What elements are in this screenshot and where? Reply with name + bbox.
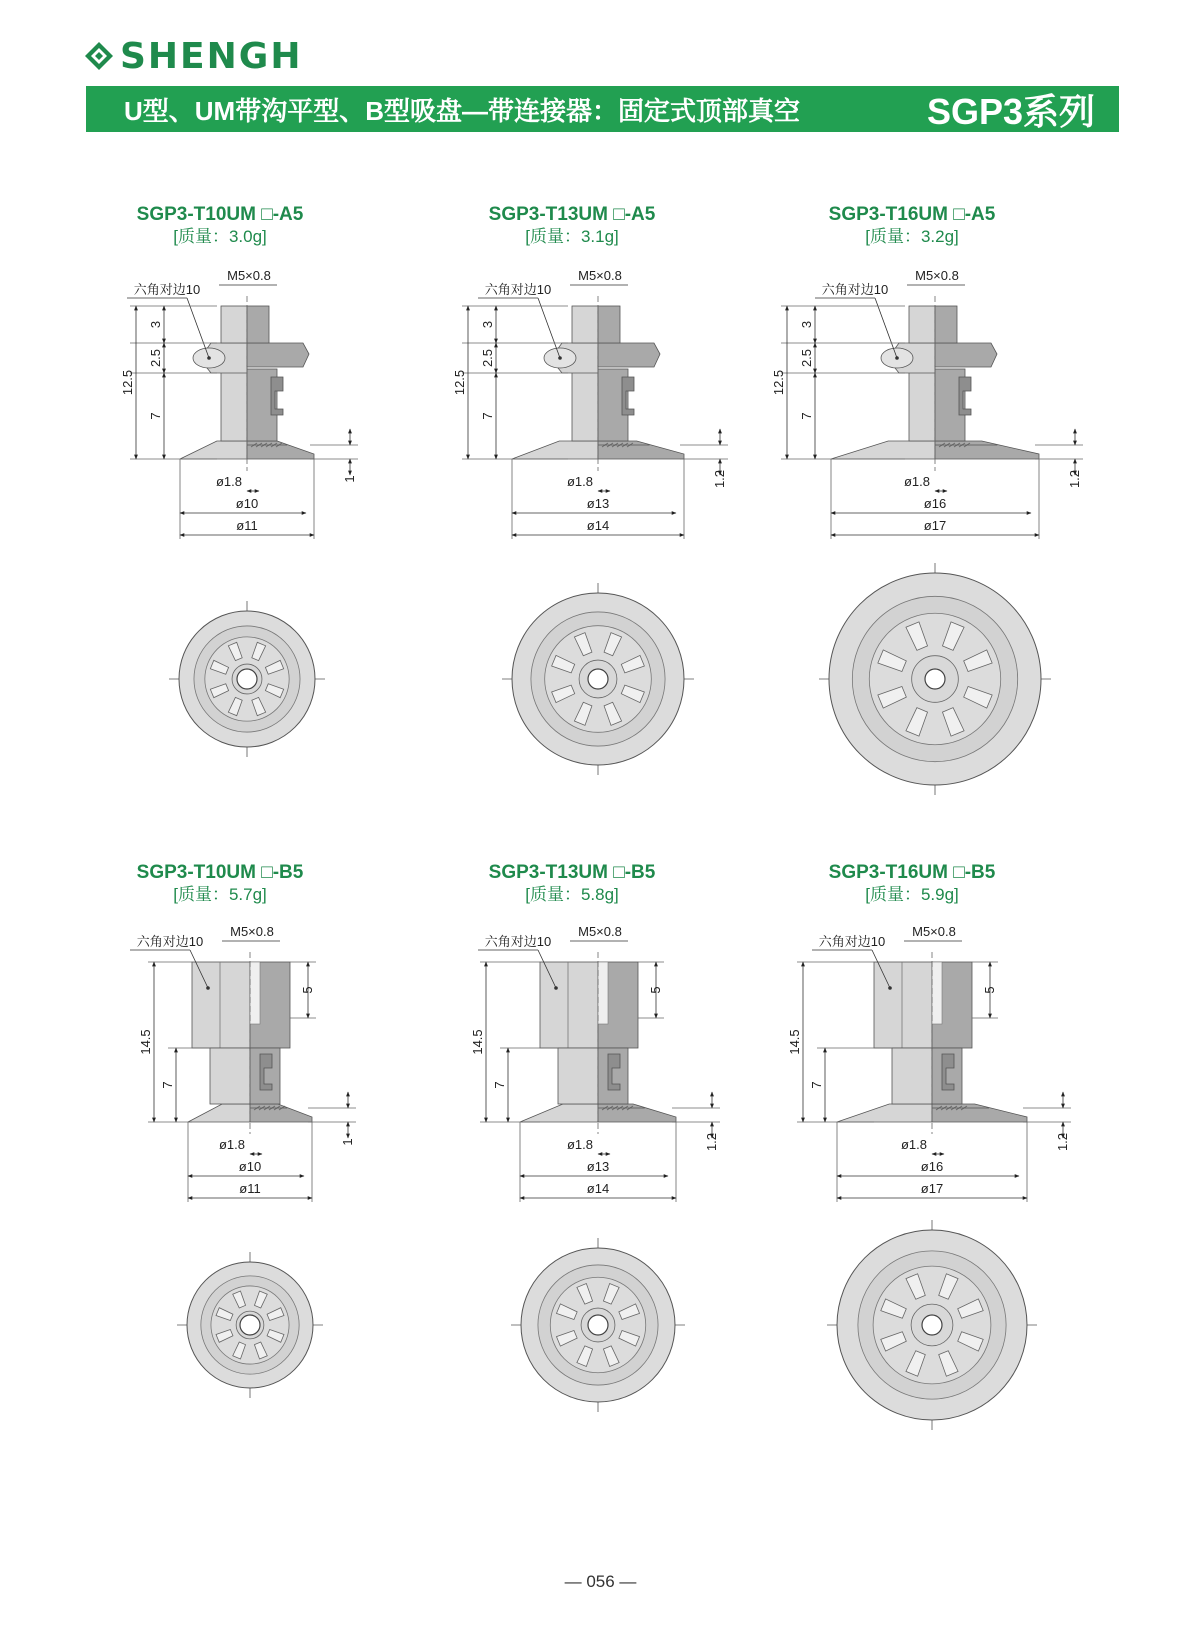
outer-diameter: ø11 — [239, 1181, 261, 1196]
hex-label: 六角对边10 — [133, 282, 201, 297]
outer-diameter: ø14 — [586, 518, 610, 533]
line — [187, 298, 209, 358]
model-mass: [质量：5.8g] — [525, 885, 619, 904]
thread-depth: 5 — [982, 986, 997, 994]
hex-label: 六角对边10 — [136, 934, 204, 949]
body-left — [892, 1048, 932, 1104]
cup-skirt-section — [598, 1104, 676, 1122]
page-title: U型、UM带沟平型、B型吸盘—带连接器：固定式顶部真空 — [124, 95, 800, 126]
line — [875, 298, 897, 358]
model-name: SGP3-T16UM □-A5 — [828, 204, 996, 225]
drawing-3 — [771, 268, 1083, 795]
cup-skirt-section — [935, 441, 1039, 459]
body-left — [572, 369, 598, 441]
hex-body — [540, 962, 598, 1048]
thread-label: M5×0.8 — [915, 268, 959, 283]
body-height: 7 — [160, 1081, 175, 1089]
hex-nut-section — [935, 343, 997, 367]
hole-diameter: ø1.8 — [566, 1137, 594, 1152]
drawing-2 — [452, 268, 728, 775]
inner-diameter: ø10 — [238, 1159, 262, 1174]
thread-stem — [572, 306, 598, 343]
cup-skirt-left — [520, 1104, 598, 1122]
hex-body — [192, 962, 250, 1048]
outer-diameter: ø17 — [920, 1181, 944, 1196]
body-height: 7 — [148, 412, 163, 420]
thread-height: 3 — [799, 320, 814, 329]
thread-section — [935, 306, 957, 343]
thread-depth: 5 — [648, 986, 663, 994]
body-height: 7 — [480, 412, 495, 420]
lip-thickness: 1.2 — [704, 1132, 719, 1152]
body-height: 7 — [492, 1081, 507, 1089]
thread-height: 3 — [148, 320, 163, 329]
hex-height: 2.5 — [480, 348, 495, 368]
hex-nut-section — [247, 343, 309, 367]
inner-diameter: ø10 — [235, 496, 259, 511]
drawing-4 — [130, 924, 356, 1398]
model-name: SGP3-T10UM □-B5 — [136, 862, 304, 883]
thread-label: M5×0.8 — [912, 924, 956, 939]
thread-section — [598, 306, 620, 343]
hex-label: 六角对边10 — [484, 282, 552, 297]
inner-diameter: ø16 — [923, 496, 947, 511]
hole-diameter: ø1.8 — [903, 474, 931, 489]
drawing-6 — [787, 924, 1071, 1430]
thread-label: M5×0.8 — [230, 924, 274, 939]
outer-diameter: ø17 — [923, 518, 947, 533]
thread-stem — [909, 306, 935, 343]
vacuum-hole — [922, 1315, 942, 1335]
thread-bore — [598, 962, 608, 1024]
overall-height: 14.5 — [138, 1029, 153, 1055]
body-left — [221, 369, 247, 441]
inner-diameter: ø13 — [586, 496, 610, 511]
outer-diameter: ø11 — [236, 518, 258, 533]
overall-height: 12.5 — [452, 369, 467, 396]
cup-skirt-left — [188, 1104, 250, 1122]
cup-skirt-section — [598, 441, 684, 459]
lip-thickness: 1.2 — [712, 469, 727, 489]
thread-stem — [221, 306, 247, 343]
hex-body — [874, 962, 932, 1048]
cup-skirt-left — [831, 441, 935, 459]
hex-height: 2.5 — [799, 348, 814, 368]
hole-diameter: ø1.8 — [566, 474, 594, 489]
model-mass: [质量：3.2g] — [865, 227, 959, 246]
model-name: SGP3-T13UM □-B5 — [488, 862, 656, 883]
vacuum-hole — [240, 1315, 260, 1335]
thread-bore — [250, 962, 260, 1024]
lip-thickness: 1 — [342, 475, 357, 483]
overall-height: 14.5 — [470, 1029, 485, 1055]
model-name: SGP3-T13UM □-A5 — [488, 204, 656, 225]
thread-section — [247, 306, 269, 343]
body-left — [909, 369, 935, 441]
hex-height: 2.5 — [148, 348, 163, 368]
brand-name: SHENGH — [120, 35, 303, 77]
body-left — [210, 1048, 250, 1104]
overall-height: 12.5 — [120, 369, 135, 396]
model-name: SGP3-T16UM □-B5 — [828, 862, 996, 883]
vacuum-hole — [237, 669, 257, 689]
hex-label: 六角对边10 — [821, 282, 889, 297]
body-height: 7 — [799, 412, 814, 420]
body-left — [558, 1048, 598, 1104]
hole-diameter: ø1.8 — [218, 1137, 246, 1152]
overall-height: 12.5 — [771, 369, 786, 396]
model-mass: [质量：3.0g] — [173, 227, 267, 246]
model-mass: [质量：3.1g] — [525, 227, 619, 246]
drawing-5 — [470, 924, 720, 1412]
cup-skirt-left — [180, 441, 247, 459]
model-mass: [质量：5.7g] — [173, 885, 267, 904]
thread-depth: 5 — [300, 986, 315, 994]
vacuum-hole — [588, 669, 608, 689]
drawing-1 — [120, 268, 358, 757]
lip-thickness: 1.2 — [1067, 469, 1082, 489]
cup-skirt-left — [512, 441, 598, 459]
hex-label: 六角对边10 — [818, 934, 886, 949]
hole-diameter: ø1.8 — [900, 1137, 928, 1152]
lip-thickness: 1.2 — [1055, 1132, 1070, 1152]
vacuum-hole — [925, 669, 945, 689]
thread-bore — [932, 962, 942, 1024]
vacuum-hole — [588, 1315, 608, 1335]
body-height: 7 — [809, 1081, 824, 1089]
series-name: SGP3系列 — [926, 90, 1095, 132]
cup-skirt-left — [837, 1104, 932, 1122]
model-name: SGP3-T10UM □-A5 — [136, 204, 304, 225]
page-number: — 056 — — [564, 1572, 637, 1591]
hole-diameter: ø1.8 — [215, 474, 243, 489]
thread-label: M5×0.8 — [227, 268, 271, 283]
hex-label: 六角对边10 — [484, 934, 552, 949]
outer-diameter: ø14 — [586, 1181, 610, 1196]
inner-diameter: ø13 — [586, 1159, 610, 1174]
thread-height: 3 — [480, 320, 495, 329]
inner-diameter: ø16 — [920, 1159, 944, 1174]
model-mass: [质量：5.9g] — [865, 885, 959, 904]
thread-label: M5×0.8 — [578, 924, 622, 939]
lip-thickness: 1 — [340, 1138, 355, 1146]
line — [538, 298, 560, 358]
hex-nut-section — [598, 343, 660, 367]
thread-label: M5×0.8 — [578, 268, 622, 283]
overall-height: 14.5 — [787, 1029, 802, 1055]
